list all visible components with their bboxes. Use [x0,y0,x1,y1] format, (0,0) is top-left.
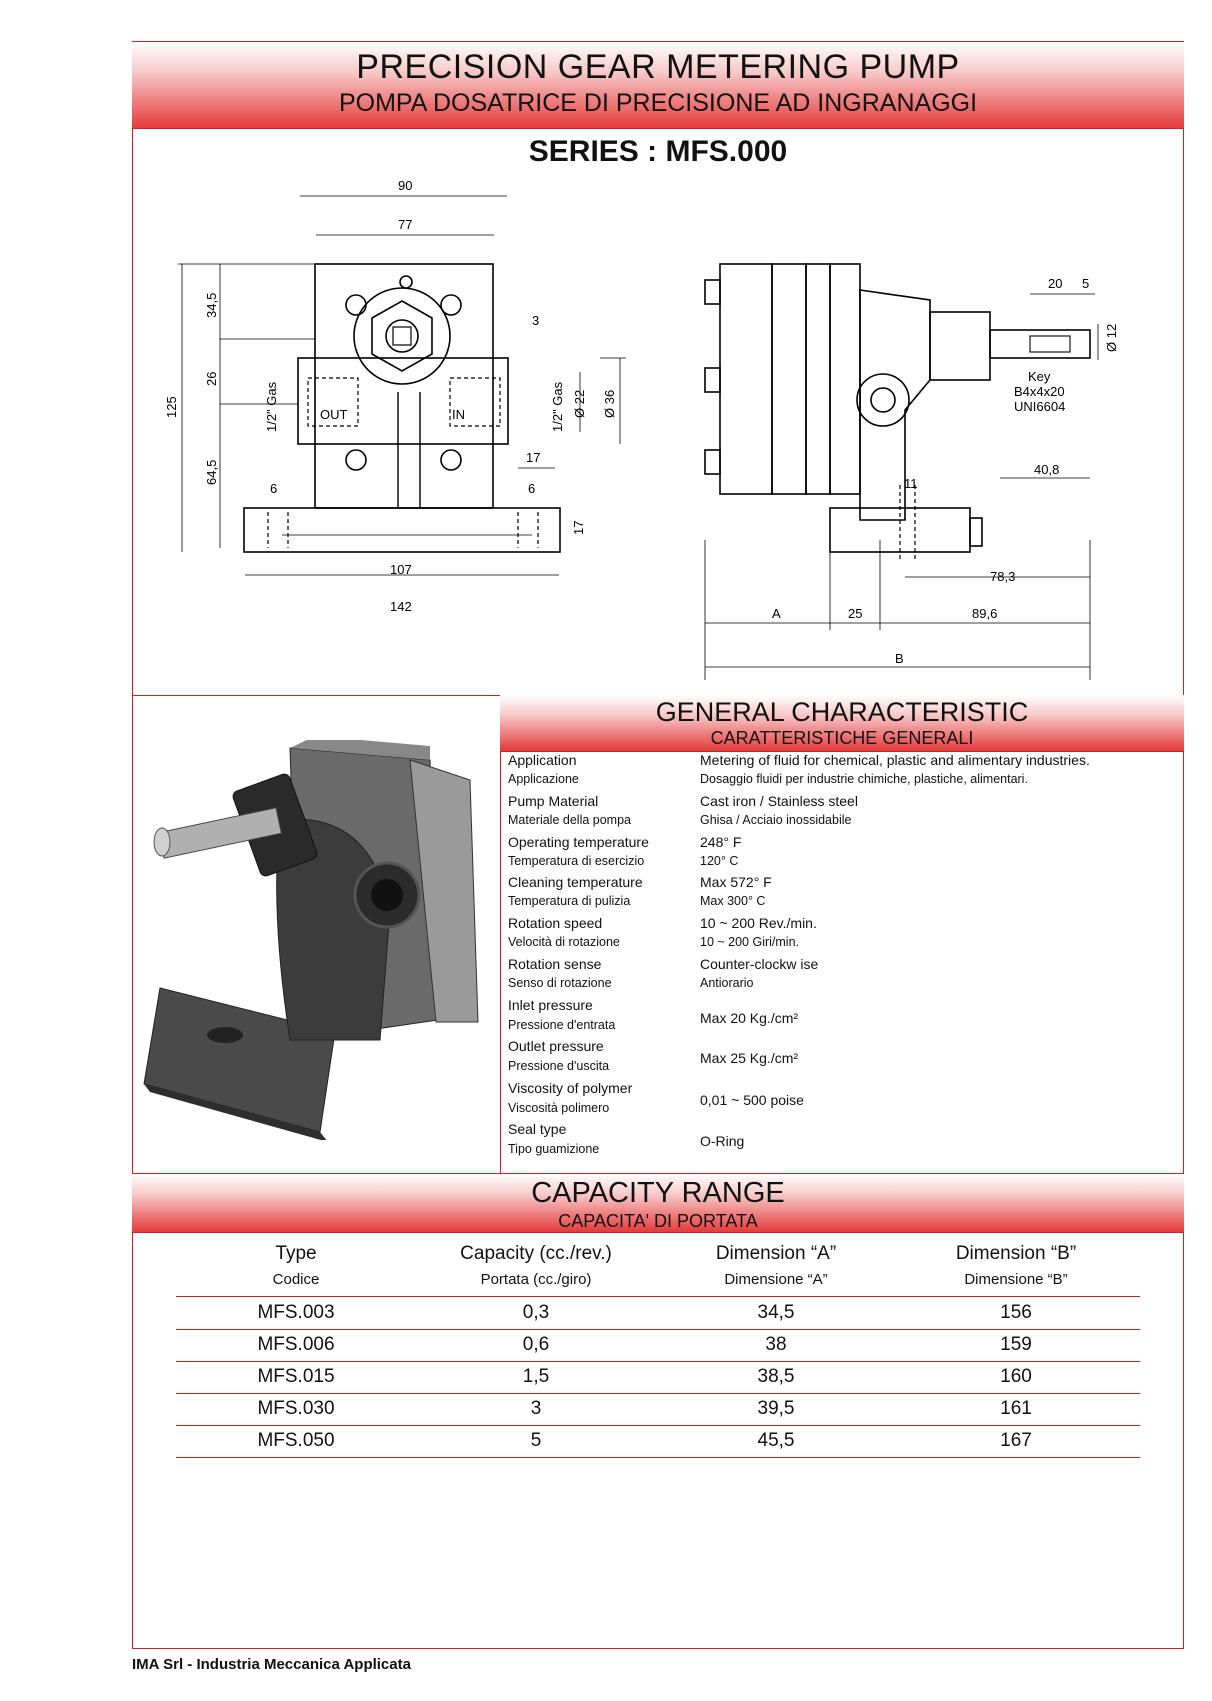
dim-6-left: 6 [270,481,278,496]
cell-type: MFS.030 [257,1398,335,1419]
dim-11: 11 [904,476,918,491]
gas-left-label: 1/2" Gas [264,381,279,432]
cell-dim-b: 160 [1000,1366,1032,1387]
dim-90: 90 [398,178,413,193]
cell-dim-b: 156 [1000,1302,1032,1323]
row-inlet-it: Pressione d'entrata [508,1018,616,1032]
side-dimension-labels [772,276,1119,666]
cell-dim-a: 38,5 [757,1366,795,1387]
cell-dim-b: 159 [1000,1334,1032,1355]
row-material-it: Materiale della pompa [508,813,631,827]
cell-dim-a: 34,5 [757,1302,795,1323]
row-optemp-val-it: 120° C [700,854,739,868]
dim-34-5: 34,5 [204,292,219,318]
cell-capacity: 1,5 [522,1366,550,1387]
dim-40-8: 40,8 [1034,462,1060,477]
row-cleantemp-it: Temperatura di pulizia [508,894,631,908]
cell-capacity: 0,6 [522,1334,550,1355]
gas-right-label: 1/2" Gas [550,381,565,432]
row-cleantemp-val-en: Max 572° F [700,874,772,890]
cell-dim-a: 38 [765,1334,787,1355]
dim-142: 142 [390,599,412,614]
dim-dia-12: Ø 12 [1104,323,1119,352]
dim-77: 77 [398,217,413,232]
dim-17-side: 17 [571,520,586,535]
general-subtitle: CARATTERISTICHE GENERALI [710,728,974,748]
dim-78-3: 78,3 [990,569,1016,584]
dim-89-6: 89,6 [972,606,998,621]
general-band [500,695,1184,752]
table-row [176,1329,1140,1362]
dim-a: A [772,606,781,621]
dim-dia-22: Ø 22 [572,389,587,418]
out-label: OUT [320,407,348,422]
cell-dim-a: 45,5 [757,1430,795,1451]
cell-dim-b: 167 [1000,1430,1032,1451]
header-band [132,41,1184,129]
row-application-val-it: Dosaggio fluidi per industrie chimiche, plastiche, alimentari. [700,772,1028,786]
dim-26: 26 [204,371,219,386]
dim-b: B [895,651,904,666]
capacity-subtitle: CAPACITA' DI PORTATA [558,1211,758,1231]
row-application-it: Applicazione [508,772,579,786]
row-viscosity-it: Viscosità polimero [508,1101,610,1115]
row-optemp-it: Temperatura di esercizio [508,854,645,868]
cell-dim-a: 39,5 [757,1398,795,1419]
technical-drawing [132,170,1184,685]
row-rotation-val-en: Counter-clockw ise [700,956,819,972]
front-dimension-labels [164,178,617,614]
cell-capacity: 5 [530,1430,542,1451]
row-seal-en: Seal type [508,1121,567,1137]
row-viscosity-en: Viscosity of polymer [508,1080,633,1096]
row-inlet-en: Inlet pressure [508,997,593,1013]
row-speed-val-en: 10 ~ 200 Rev./min. [700,915,817,931]
page-subtitle: POMPA DOSATRICE DI PRECISIONE AD INGRANAGGI [338,89,978,117]
cell-dim-b: 161 [1000,1398,1032,1419]
cell-type: MFS.003 [257,1302,335,1323]
product-photo [140,740,490,1140]
row-optemp-val-en: 248° F [700,834,742,850]
row-speed-it: Velocità di rotazione [508,935,620,949]
dim-107: 107 [390,562,412,577]
row-outlet-val: Max 25 Kg./cm² [700,1050,799,1066]
dim-6-right: 6 [528,481,536,496]
row-application-val-en: Metering of fluid for chemical, plastic and alimentary industries. [700,752,1090,768]
table-row [176,1425,1140,1458]
row-optemp-en: Operating temperature [508,834,649,850]
row-material-en: Pump Material [508,793,599,809]
table-row [176,1361,1140,1394]
divider-photo [500,695,501,1173]
cell-type: MFS.050 [257,1430,335,1451]
row-seal-val: O-Ring [700,1133,745,1149]
row-material-val-it: Ghisa / Acciaio inossidabile [700,813,852,827]
table-row [176,1297,1140,1330]
cell-capacity: 3 [530,1398,542,1419]
row-material-val-en: Cast iron / Stainless steel [700,793,858,809]
key-spec: B4x4x20 [1014,384,1065,399]
row-viscosity-val: 0,01 ~ 500 poise [700,1092,804,1108]
table-row [176,1393,1140,1426]
dim-17-top: 17 [526,450,541,465]
row-cleantemp-val-it: Max 300° C [700,894,766,908]
dim-64-5: 64,5 [204,459,219,485]
row-seal-it: Tipo guamizione [508,1142,600,1156]
cell-capacity: 0,3 [522,1302,550,1323]
col-dim-a: Dimension “A” Dimensione “A” [715,1243,837,1288]
dim-5: 5 [1082,276,1090,291]
row-inlet-val: Max 20 Kg./cm² [700,1010,799,1026]
in-label: IN [452,407,465,422]
row-speed-en: Rotation speed [508,915,603,931]
front-view [244,264,560,552]
row-rotation-it: Senso di rotazione [508,976,612,990]
capacity-band [132,1173,1184,1233]
key-standard: UNI6604 [1014,399,1066,414]
page-title: PRECISION GEAR METERING PUMP [356,48,960,86]
company-footer: IMA Srl - Industria Meccanica Applicata [132,1656,411,1673]
dim-125: 125 [164,396,179,418]
row-outlet-it: Pressione d'uscita [508,1059,610,1073]
row-speed-val-it: 10 ~ 200 Giri/min. [700,935,800,949]
row-application-en: Application [508,752,577,768]
key-label: Key [1028,369,1051,384]
dim-dia-36: Ø 36 [602,389,617,418]
dim-3: 3 [532,313,540,328]
dim-20: 20 [1048,276,1063,291]
cell-type: MFS.015 [257,1366,335,1387]
cell-type: MFS.006 [257,1334,335,1355]
row-outlet-en: Outlet pressure [508,1038,604,1054]
col-dim-b: Dimension “B” Dimensione “B” [955,1243,1077,1288]
dim-25: 25 [848,606,863,621]
general-title: GENERAL CHARACTERISTIC [655,697,1029,727]
col-capacity: Capacity (cc./rev.) Portata (cc./giro) [460,1243,612,1288]
row-rotation-en: Rotation sense [508,956,602,972]
row-rotation-val-it: Antiorario [700,976,754,990]
series-title: SERIES : MFS.000 [528,135,788,168]
col-type: Type Codice [272,1243,320,1288]
capacity-title: CAPACITY RANGE [531,1177,785,1209]
row-cleantemp-en: Cleaning temperature [508,874,643,890]
